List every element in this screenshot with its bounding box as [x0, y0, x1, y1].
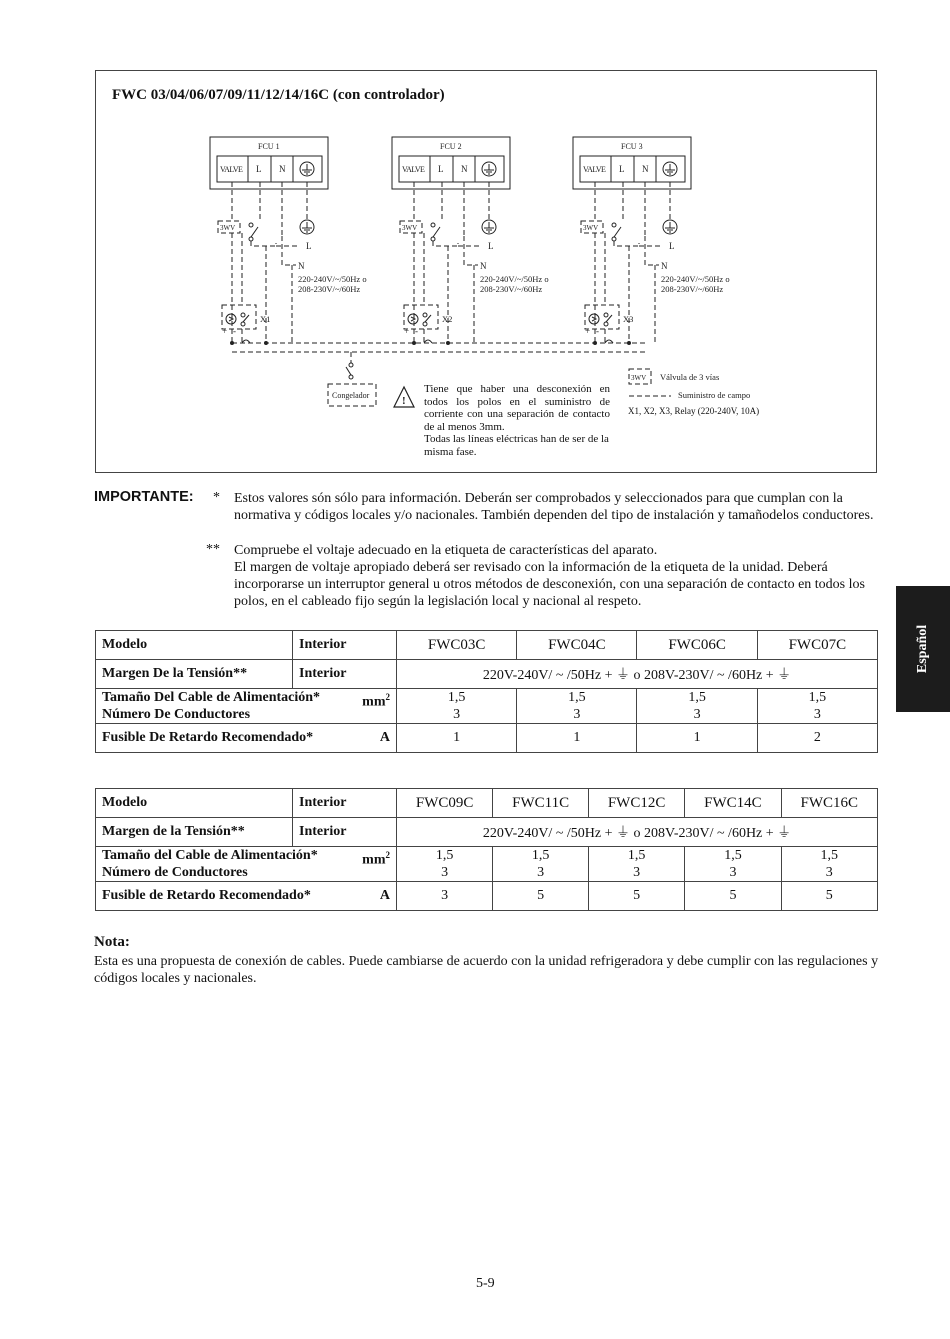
terminal-l: L	[438, 164, 444, 174]
relay-minus: -	[233, 326, 236, 336]
relay-plus: +	[404, 326, 410, 336]
cable-label-cell	[96, 689, 397, 724]
relay-contact	[604, 313, 608, 317]
mm-unit: $mm^2$	[362, 692, 390, 710]
cable-cell: 1,5 3	[493, 847, 589, 882]
important-label: IMPORTANTE:	[94, 489, 194, 505]
model-cell: FWC16C	[781, 789, 877, 818]
model-cell: FWC14C	[685, 789, 781, 818]
freezer-label: Congelador	[332, 391, 370, 400]
ground-icon-mark	[665, 222, 675, 232]
warning-icon-mark: !	[402, 395, 406, 407]
warning-text-1: Tiene que haber una desconexión en todos los polos en el suministro de corriente con una separación de contacto de al menos 3mm.	[424, 383, 610, 433]
relay-contact	[604, 322, 608, 326]
model-cell: FWC09C	[397, 789, 493, 818]
switch-contact	[612, 237, 616, 241]
model-cell: FWC07C	[757, 631, 877, 660]
wire-l	[614, 241, 661, 246]
supply-voltage-1: 220-240V/~/50Hz o	[480, 274, 549, 284]
relay-box	[222, 305, 256, 329]
table-row	[96, 818, 878, 847]
switch-blade	[251, 227, 258, 237]
relay-plus: +	[222, 326, 228, 336]
table-row	[96, 660, 878, 689]
numero-label: Número De Conductores	[102, 707, 251, 722]
voltage-cell: 220V-240V/ ~ /50Hz + ⏚ o 208V-230V/ ~ /60Hz + ⏚	[397, 818, 878, 847]
fuse-cell: 1	[637, 724, 757, 753]
switch-contact	[431, 237, 435, 241]
fuse-cell: 1	[397, 724, 517, 753]
valve-tag: 3WV	[402, 224, 418, 232]
ground-icon-mark	[302, 222, 312, 232]
fuse-cell: 2	[757, 724, 877, 753]
wire-n	[464, 236, 478, 265]
supply-voltage-1: 220-240V/~/50Hz o	[298, 274, 367, 284]
margen-label: Margen de la Tensión**	[96, 818, 293, 847]
fusible-label: Fusible de Retardo Recomendado*	[102, 888, 311, 903]
relay-contact	[423, 322, 427, 326]
supply-voltage-2: 208-230V/~/60Hz	[661, 284, 724, 294]
fusible-label-cell	[96, 882, 397, 911]
relay-minus: -	[415, 326, 418, 336]
relay-minus: -	[596, 326, 599, 336]
table-row	[96, 847, 878, 882]
relay-blade	[606, 315, 612, 322]
table-row	[96, 882, 878, 911]
ground-icon-mark	[665, 164, 675, 174]
table-row	[96, 789, 878, 818]
ground-icon-mark	[484, 222, 494, 232]
relay-label: X2	[442, 314, 453, 324]
wire-n	[645, 236, 659, 265]
table-row	[96, 631, 878, 660]
amp-unit: A	[379, 888, 390, 903]
fcu-label: FCU 2	[440, 142, 462, 151]
switch-blade	[614, 227, 621, 237]
tamano-label: Tamaño del Cable de Alimentación*	[102, 848, 318, 863]
ground-icon-mark	[484, 164, 494, 174]
relay-label: X1	[260, 314, 271, 324]
warning-note	[424, 383, 610, 458]
tamano-label: Tamaño Del Cable de Alimentación*	[102, 690, 321, 705]
terminal-n: N	[642, 164, 649, 174]
important-note-1: Estos valores són sólo para información. Deberán ser comprobados y seleccionados para que cumplan con la normativa y códigos locales y/o nacionales. También dependen del tipo de instalación y tamañodelos conductores.	[234, 491, 874, 523]
fuse-cell: 5	[781, 882, 877, 911]
relay-contact	[241, 322, 245, 326]
fuse-cell: 1	[517, 724, 637, 753]
page-number: 5-9	[476, 1276, 495, 1291]
fuse-cell: 3	[397, 882, 493, 911]
nota-title: Nota:	[94, 934, 130, 950]
wiring-diagram	[95, 70, 877, 473]
relay-coil	[589, 314, 599, 324]
amp-unit: A	[379, 730, 390, 745]
relay-blade	[243, 315, 249, 322]
line-n-label: N	[298, 261, 305, 271]
mm-unit: $mm^2$	[362, 850, 390, 868]
fuse-cell: 5	[685, 882, 781, 911]
cable-label-cell	[96, 847, 397, 882]
relay-coil	[408, 314, 418, 324]
relay-label: X3	[623, 314, 634, 324]
freezer-contact	[349, 375, 353, 379]
legend-relay: X1, X2, X3, Relay (220-240V, 10A)	[628, 406, 760, 416]
diagram-title: FWC 03/04/06/07/09/11/12/14/16C (con controlador)	[112, 87, 445, 103]
freezer-blade	[346, 367, 351, 375]
line-l-label: L	[306, 241, 312, 251]
model-cell: FWC12C	[588, 789, 684, 818]
model-cell: FWC06C	[637, 631, 757, 660]
fcu-label: FCU 3	[621, 142, 643, 151]
terminal-valve: VALVE	[402, 165, 425, 174]
legend-campo-text: Suministro de campo	[678, 390, 751, 400]
fusible-label: Fusible De Retardo Recomendado*	[102, 730, 314, 745]
legend-3wv-text: Válvula de 3 vías	[660, 372, 720, 382]
language-tab-label: Español	[915, 624, 930, 674]
supply-voltage-2: 208-230V/~/60Hz	[298, 284, 361, 294]
ground-icon-mark	[302, 164, 312, 174]
cable-cell: 1,5 3	[757, 689, 877, 724]
terminal-valve: VALVE	[583, 165, 606, 174]
interior-label: Interior	[293, 789, 397, 818]
interior-label: Interior	[293, 631, 397, 660]
supply-voltage-1: 220-240V/~/50Hz o	[661, 274, 730, 284]
switch-contact	[249, 223, 253, 227]
cable-cell: 1,5 3	[397, 847, 493, 882]
numero-label: Número de Conductores	[102, 865, 248, 880]
fuse-cell: 5	[493, 882, 589, 911]
important-note-3: El margen de voltaje apropiado deberá ser revisado con la información de la etiqueta de la unidad. Deberá incorporarse un interruptor general u otros métodos de desconexión, con una separación de contacto en todos los polos, en el cableado fijo según la legislación local y nacional al respeto.	[234, 560, 865, 609]
modelo-label: Modelo	[96, 631, 293, 660]
fuse-cell: 5	[588, 882, 684, 911]
switch-contact	[612, 223, 616, 227]
nota-text: Esta es una propuesta de conexión de cables. Puede cambiarse de acuerdo con la unidad refrigeradora y debe cumplir con las regulaciones y códigos locales y nacionales.	[94, 954, 879, 986]
relay-coil	[226, 314, 236, 324]
wire-l	[251, 241, 298, 246]
terminal-n: N	[279, 164, 286, 174]
legend-3wv-tag: 3WV	[631, 374, 647, 382]
model-cell: FWC03C	[397, 631, 517, 660]
line-n-label: N	[480, 261, 487, 271]
spec-table-1	[95, 630, 878, 753]
relay-box	[404, 305, 438, 329]
important-note-2: Compruebe el voltaje adecuado en la etiqueta de características del aparato.	[234, 543, 658, 558]
terminal-valve: VALVE	[220, 165, 243, 174]
cable-cell: 1,5 3	[397, 689, 517, 724]
margen-label: Margen De la Tensión**	[96, 660, 293, 689]
terminal-n: N	[461, 164, 468, 174]
freezer-contact	[349, 363, 353, 367]
spec-table-2	[95, 788, 878, 911]
interior-label: Interior	[293, 660, 397, 689]
line-l-label: L	[488, 241, 494, 251]
wire-l	[433, 241, 480, 246]
cable-cell: 1,5 3	[685, 847, 781, 882]
modelo-label: Modelo	[96, 789, 293, 818]
fcu-label: FCU 1	[258, 142, 280, 151]
cable-cell: 1,5 3	[517, 689, 637, 724]
fusible-label-cell	[96, 724, 397, 753]
cable-cell: 1,5 3	[637, 689, 757, 724]
cable-cell: 1,5 3	[588, 847, 684, 882]
supply-voltage-2: 208-230V/~/60Hz	[480, 284, 543, 294]
voltage-cell: 220V-240V/ ~ /50Hz + ⏚ o 208V-230V/ ~ /60Hz + ⏚	[397, 660, 878, 689]
relay-box	[585, 305, 619, 329]
valve-tag: 3WV	[583, 224, 599, 232]
cable-cell: 1,5 3	[781, 847, 877, 882]
switch-blade	[433, 227, 440, 237]
language-tab	[896, 586, 950, 712]
table-row	[96, 724, 878, 753]
line-l-label: L	[669, 241, 675, 251]
asterisk-single: *	[213, 490, 220, 505]
wire-n	[282, 236, 296, 265]
terminal-l: L	[619, 164, 625, 174]
terminal-l: L	[256, 164, 262, 174]
relay-plus: +	[585, 326, 591, 336]
line-n-label: N	[661, 261, 668, 271]
warning-text-2: Todas las líneas eléctricas han de ser de la misma fase.	[424, 433, 609, 458]
interior-label: Interior	[293, 818, 397, 847]
model-cell: FWC11C	[493, 789, 589, 818]
table-row	[96, 689, 878, 724]
switch-contact	[249, 237, 253, 241]
relay-contact	[423, 313, 427, 317]
valve-tag: 3WV	[220, 224, 236, 232]
switch-contact	[431, 223, 435, 227]
relay-contact	[241, 313, 245, 317]
relay-blade	[425, 315, 431, 322]
asterisk-double: **	[206, 542, 220, 557]
model-cell: FWC04C	[517, 631, 637, 660]
